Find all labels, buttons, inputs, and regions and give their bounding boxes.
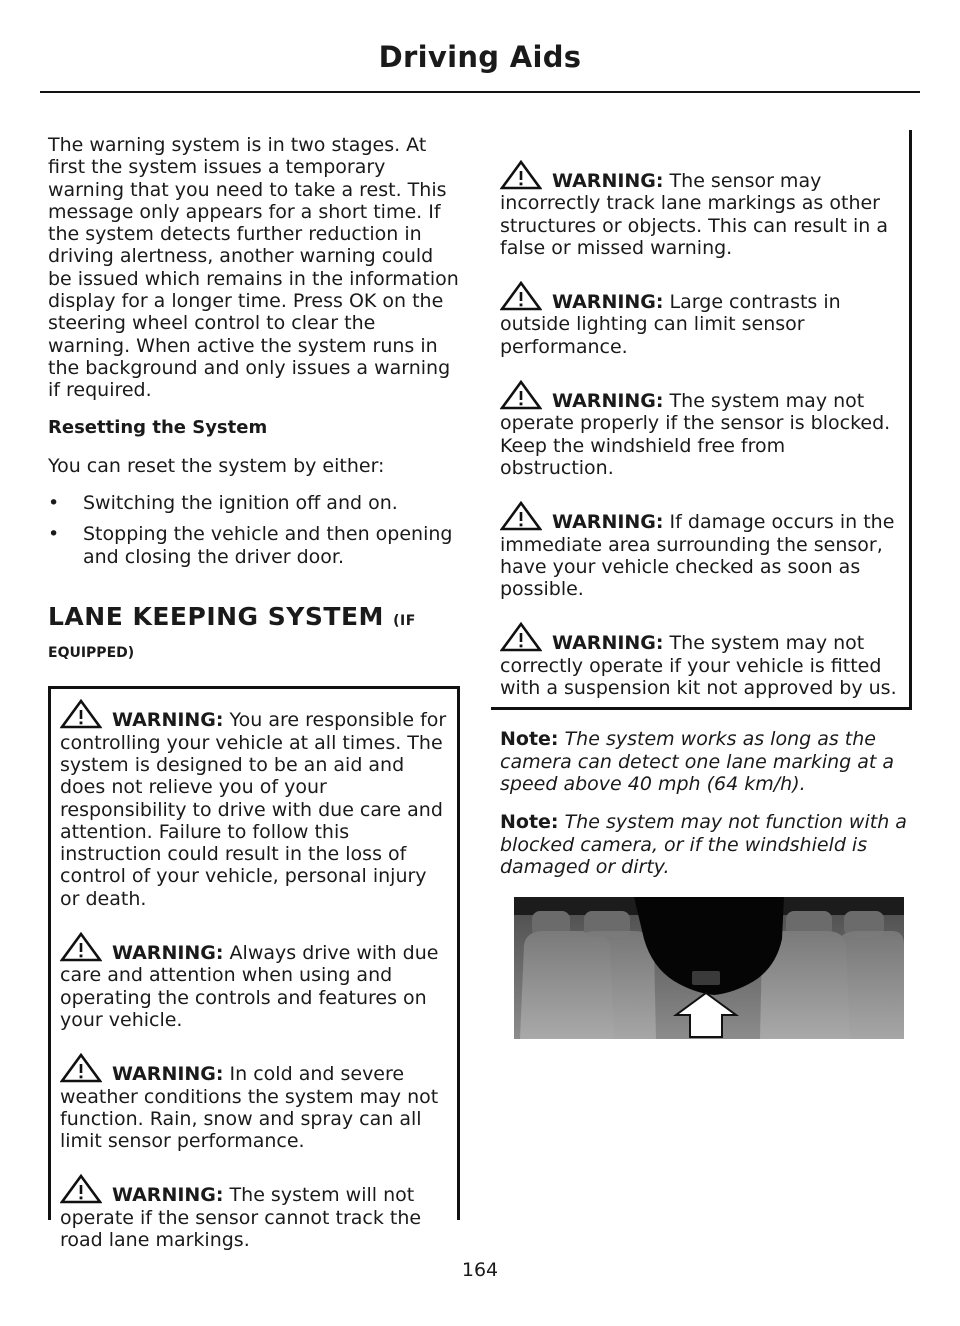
page-title: Driving Aids [378, 40, 582, 74]
page-number: 164 [461, 1259, 499, 1281]
warning [500, 380, 901, 479]
warning [60, 1053, 449, 1152]
warning-label: WARNING: [552, 291, 664, 314]
warning-text: The system may not operate properly if the sensor is blocked. Keep the windshield free from obstruction. [500, 390, 891, 479]
warning-triangle-icon [60, 1053, 102, 1083]
warning-text: The system may not correctly operate if your vehicle is fitted with a suspension kit not approved by us. [500, 632, 897, 700]
list-item-text: Stopping the vehicle and then opening and closing the driver door. [83, 523, 453, 568]
section-title [48, 604, 460, 634]
warning-triangle-icon [500, 380, 542, 410]
warning-text: Always drive with due care and attention when using and operating the controls and features on your vehicle. [60, 942, 439, 1031]
warning-label: WARNING: [112, 1063, 224, 1086]
warning-label: WARNING: [552, 511, 664, 534]
header-divider [40, 91, 920, 93]
warning [60, 932, 449, 1031]
note-label: Note: [500, 728, 559, 751]
warning-text: If damage occurs in the immediate area surrounding the sensor, have your vehicle checked as soon as possible. [500, 511, 895, 601]
warning-triangle-icon [60, 699, 102, 729]
list-item-text: Switching the ignition off and on. [83, 492, 398, 515]
car-interior-illustration [514, 897, 904, 1039]
left-column [48, 134, 460, 1251]
warning-text: In cold and severe weather conditions the system may not function. Rain, snow and spray can all limit sensor performance. [60, 1063, 439, 1153]
intro-paragraph: The warning system is in two stages. At first the system issues a temporary warning that you need to take a rest. This message only appears for a short time. If the system detects further reduction in driving alertness, another warning could be issued which remains in the information display for a longer time. Press OK on the steering wheel control to clear the warning. When active the system runs in the background and only issues a warning if required. [48, 134, 459, 402]
warning-box-left [48, 686, 460, 1251]
warning-label: WARNING: [552, 390, 664, 413]
warning [500, 281, 901, 358]
warning [60, 699, 449, 910]
subheading-resetting: Resetting the System [48, 416, 268, 438]
list-item: • Switching the ignition off and on. [48, 492, 398, 515]
warning-triangle-icon [500, 281, 542, 311]
warning-text: The system will not operate if the sensor cannot track the road lane markings. [60, 1184, 422, 1251]
section-title-line2: EQUIPPED) [48, 645, 135, 662]
warning-label: WARNING: [112, 709, 224, 732]
warning [500, 501, 901, 600]
warning-label: WARNING: [112, 1184, 224, 1207]
warning-text: You are responsible for controlling your vehicle at all times. The system is designed to be an aid and does not relieve you of your responsibility to drive with due care and attention. Failure to follow this instruction could result in the loss of control of your vehicle, personal injury or death. [60, 709, 447, 910]
reset-list [48, 492, 460, 568]
warning [500, 622, 901, 699]
warning-triangle-icon [500, 160, 542, 190]
warning [500, 160, 901, 259]
note [500, 728, 912, 795]
note-text: The system may not function with a blocked camera, or if the windshield is damaged or dirty. [500, 811, 907, 878]
warning-triangle-icon [500, 622, 542, 652]
warning [60, 1174, 449, 1251]
windshield-camera-illustration [514, 897, 904, 1039]
warning-triangle-icon [60, 1174, 102, 1204]
section-title-text: LANE KEEPING SYSTEM [48, 602, 384, 632]
section-title-suffix: (IF [393, 613, 416, 630]
warning-label: WARNING: [552, 632, 664, 655]
warning-label: WARNING: [112, 942, 224, 965]
note [500, 811, 912, 878]
warning-text: Large contrasts in outside lighting can limit sensor performance. [500, 291, 841, 358]
note-text: The system works as long as the camera can detect one lane marking at a speed above 40 mph (64 km/h). [500, 728, 895, 795]
note-label: Note: [500, 811, 559, 834]
right-column [500, 134, 912, 894]
list-item: • Stopping the vehicle and then opening and closing the driver door. [48, 523, 453, 568]
warning-text: The sensor may incorrectly track lane markings as other structures or objects. This can result in a false or missed warning. [500, 170, 888, 259]
warning-triangle-icon [500, 501, 542, 531]
warning-box-right [491, 130, 912, 710]
warning-triangle-icon [60, 932, 102, 962]
camera-housing [692, 971, 720, 985]
warning-label: WARNING: [552, 170, 664, 192]
reset-intro: You can reset the system by either: [48, 454, 385, 477]
